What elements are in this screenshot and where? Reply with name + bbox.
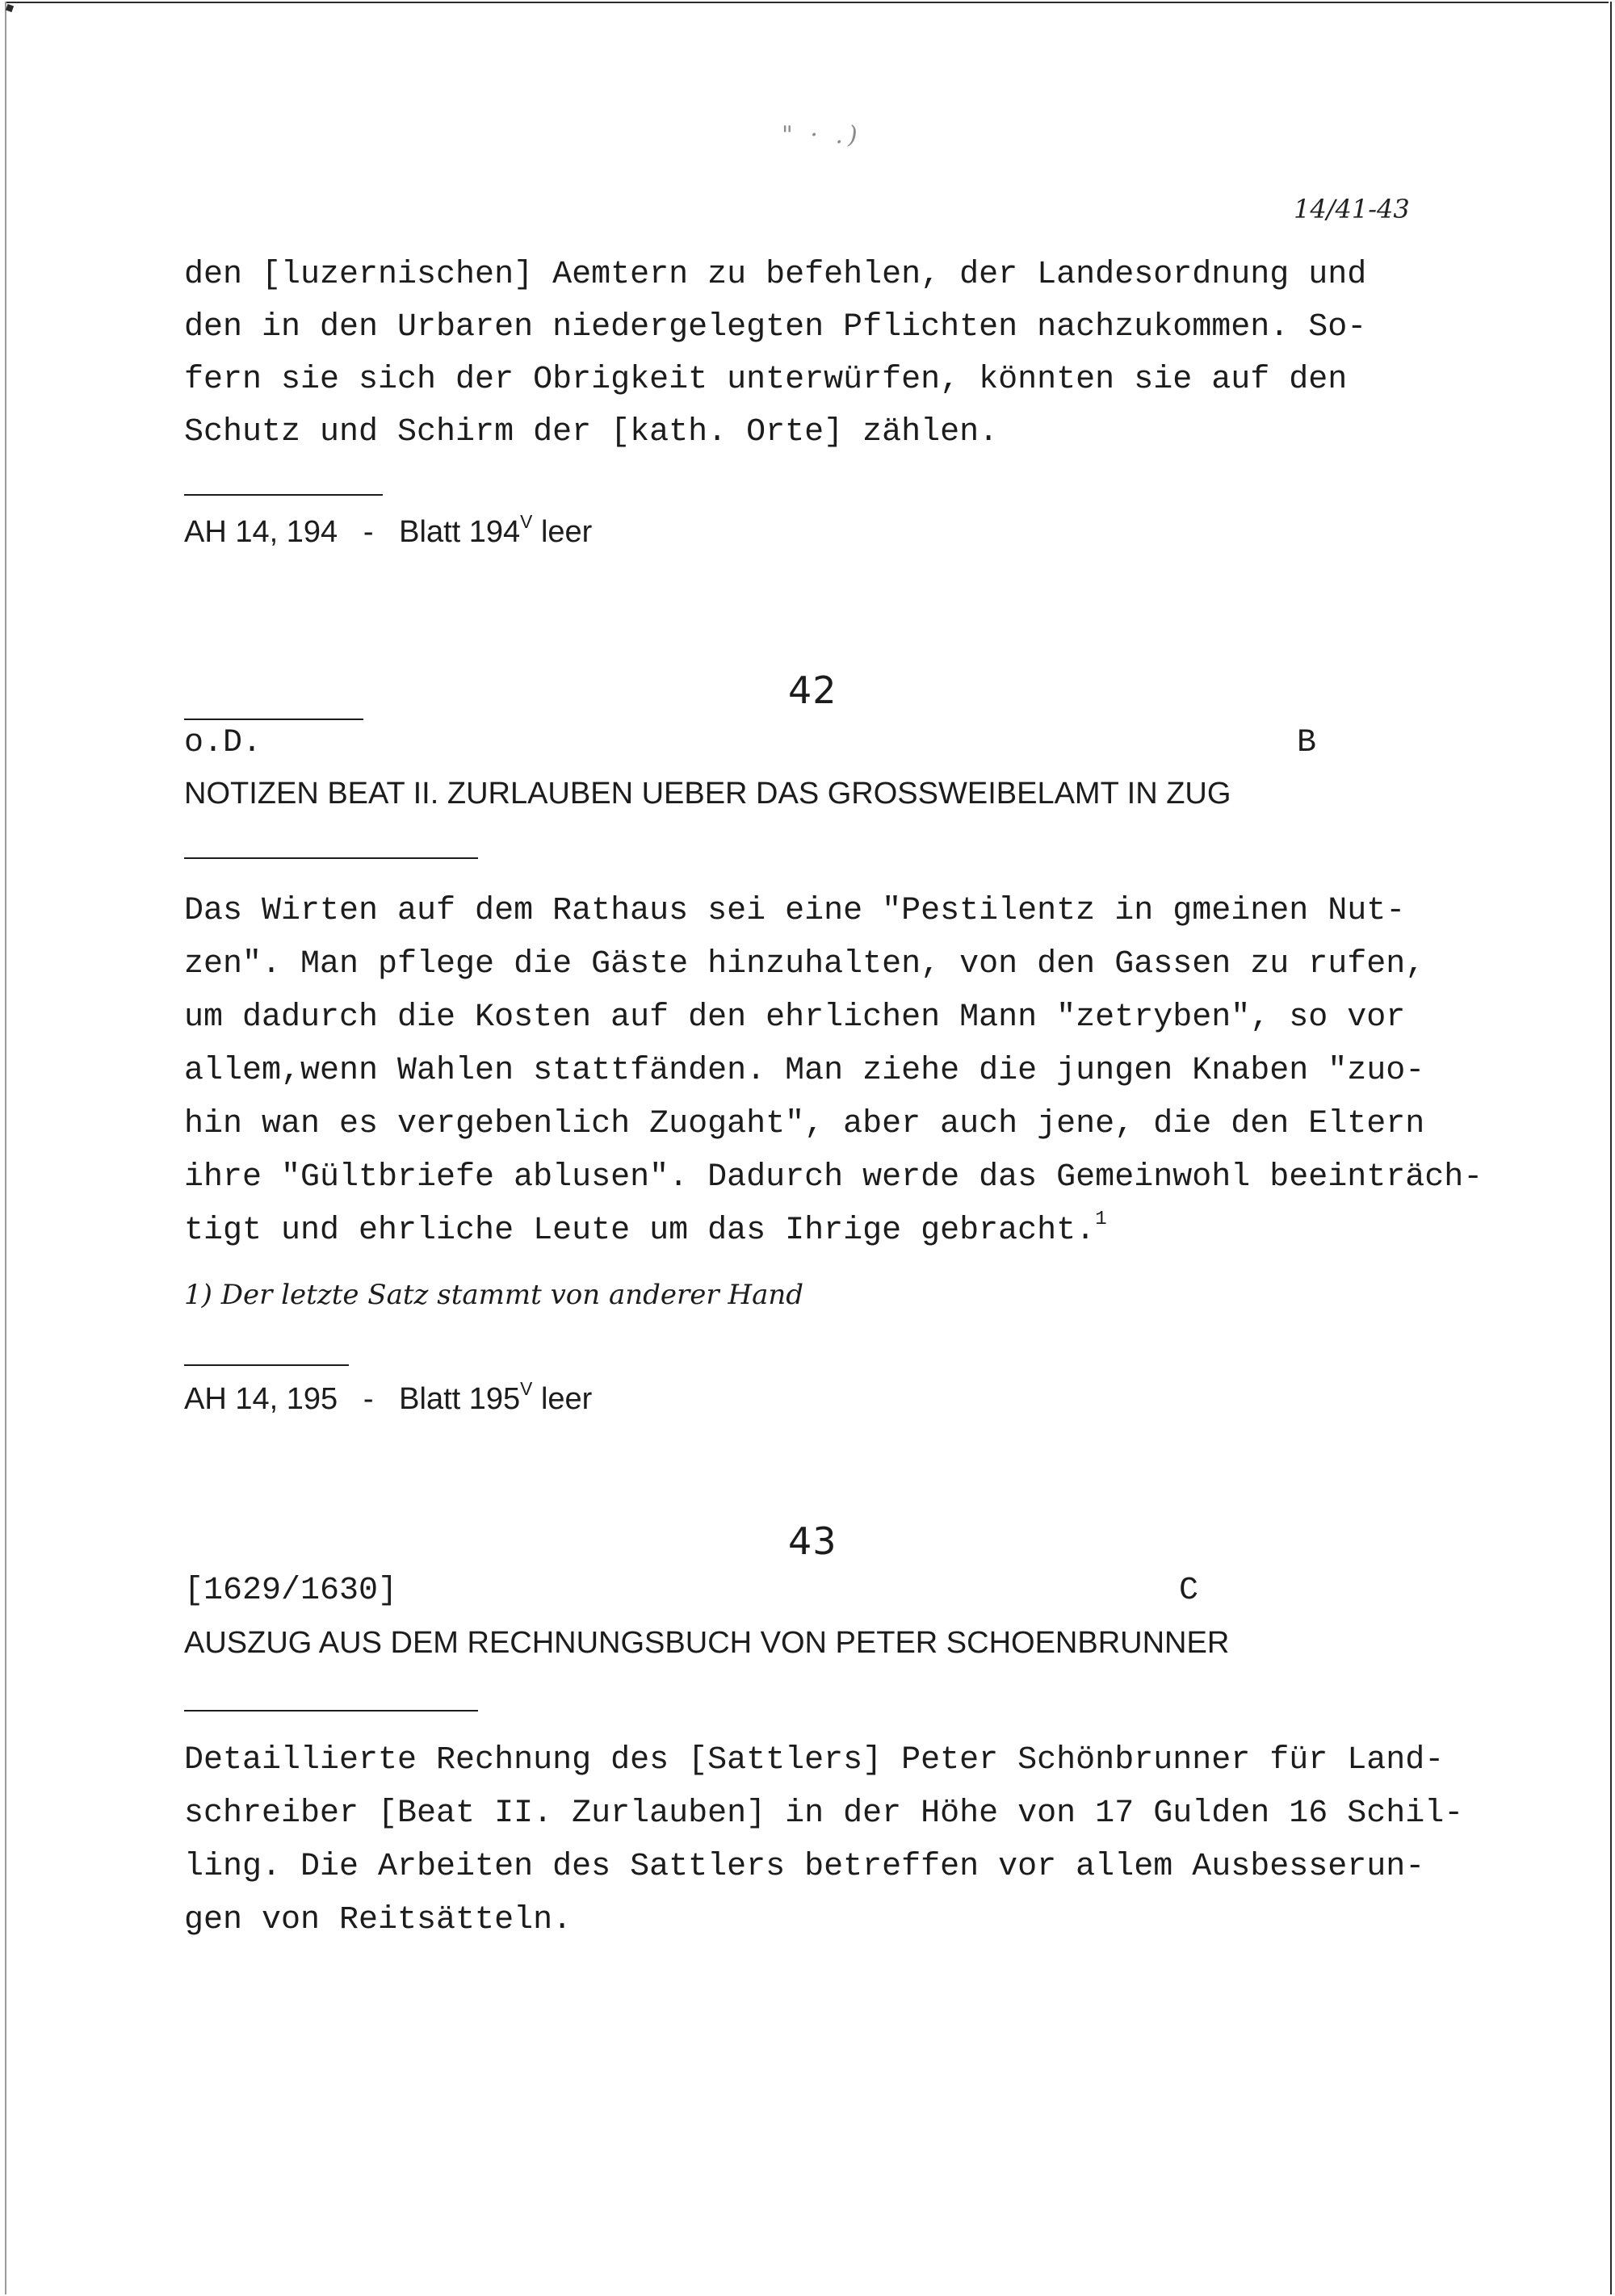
body-line: Das Wirten auf dem Rathaus sei eine "Pestilentz in gmeinen Nut-	[184, 893, 1406, 929]
intro-line: den in den Urbaren niedergelegten Pflichten nachzukommen. So-	[184, 309, 1367, 346]
body-line: schreiber [Beat II. Zurlauben] in der Höhe von 17 Gulden 16 Schil-	[184, 1795, 1464, 1832]
source-blatt: Blatt 194	[399, 515, 521, 549]
body-line: Detaillierte Rechnung des [Sattlers] Peter Schönbrunner für Land-	[184, 1742, 1445, 1779]
entry-category-letter: C	[1179, 1573, 1199, 1609]
scan-border-top	[6, 2, 1609, 3]
source-line-195	[184, 1377, 593, 1417]
body-line: gen von Reitsätteln.	[184, 1902, 573, 1938]
source-leer: leer	[540, 515, 593, 549]
source-divider	[184, 1364, 349, 1366]
title-divider	[184, 857, 478, 859]
scan-border-right	[1610, 2, 1612, 2294]
body-line: allem,wenn Wahlen stattfänden. Man ziehe die jungen Knaben "zuo-	[184, 1053, 1425, 1089]
entry-number: 43	[788, 1519, 837, 1563]
scan-corner-mark	[6, 4, 14, 12]
date-divider	[184, 719, 363, 720]
intro-line: den [luzernischen] Aemtern zu befehlen, der Landesordnung und	[184, 257, 1367, 293]
scan-border-left	[5, 2, 6, 2294]
body-line: ihre "Gültbriefe ablusen". Dadurch werde das Gemeinwohl beeinträch-	[184, 1159, 1483, 1196]
source-dash: -	[363, 1382, 374, 1416]
body-line-text: tigt und ehrliche Leute um das Ihrige gebracht.	[184, 1213, 1096, 1249]
title-divider	[184, 1710, 478, 1712]
entry-date: [1629/1630]	[184, 1573, 398, 1609]
intro-line: Schutz und Schirm der [kath. Orte] zählen.	[184, 414, 999, 450]
entry-number: 42	[788, 668, 837, 712]
body-line: ling. Die Arbeiten des Sattlers betreffen vor allem Ausbesserun-	[184, 1849, 1425, 1885]
source-ref: AH 14, 195	[184, 1382, 338, 1416]
intro-line: fern sie sich der Obrigkeit unterwürfen, könnten sie auf den	[184, 362, 1348, 398]
body-line: hin wan es vergebenlich Zuogaht", aber auch jene, die den Eltern	[184, 1106, 1425, 1142]
faint-stamp: " · .)	[782, 121, 862, 149]
source-line-194	[184, 510, 593, 550]
footnote: 1) Der letzte Satz stammt von anderer Hand	[184, 1279, 804, 1311]
verso-mark: V	[520, 1377, 533, 1399]
verso-mark: V	[520, 510, 533, 532]
source-ref: AH 14, 194	[184, 515, 338, 549]
source-blatt: Blatt 195	[399, 1382, 521, 1416]
body-line: um dadurch die Kosten auf den ehrlichen Mann "zetryben", so vor	[184, 999, 1406, 1036]
page-reference: 14/41-43	[1294, 194, 1410, 224]
entry-date: o.D.	[184, 725, 262, 761]
body-line-last	[184, 1209, 1107, 1249]
source-dash: -	[363, 515, 374, 549]
source-divider	[184, 494, 383, 496]
footnote-mark: 1	[1095, 1209, 1107, 1230]
entry-title: AUSZUG AUS DEM RECHNUNGSBUCH VON PETER SCHOENBRUNNER	[184, 1626, 1230, 1660]
entry-category-letter: B	[1297, 725, 1317, 761]
source-leer: leer	[540, 1382, 593, 1416]
entry-title: NOTIZEN BEAT II. ZURLAUBEN UEBER DAS GROSSWEIBELAMT IN ZUG	[184, 777, 1231, 811]
body-line: zen". Man pflege die Gäste hinzuhalten, von den Gassen zu rufen,	[184, 946, 1425, 983]
